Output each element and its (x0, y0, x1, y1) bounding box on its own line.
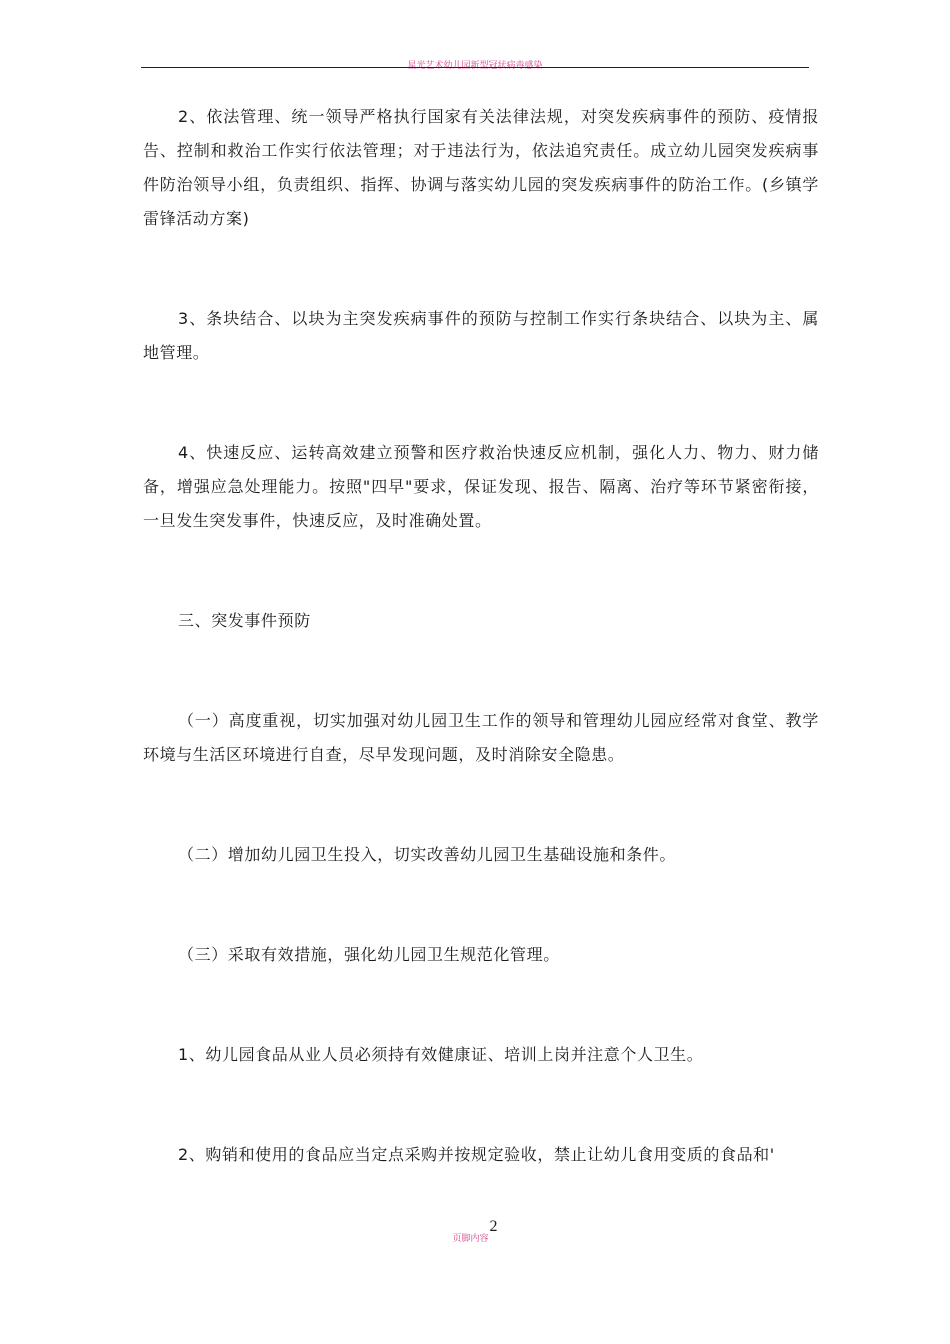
header-rule (141, 67, 809, 68)
paragraph-block-combination: 3、条块结合、以块为主突发疾病事件的预防与控制工作实行条块结合、以块为主、属地管理。 (143, 309, 819, 362)
page-header-text: 星光艺术幼儿园新型冠状病毒感染 (407, 61, 543, 71)
page-number: 2 (489, 1218, 498, 1235)
paragraph-food-purchase: 2、购销和使用的食品应当定点采购并按规定验收，禁止让幼儿食用变质的食品和' (178, 1145, 775, 1164)
section-heading-prevention: 三、突发事件预防 (178, 611, 311, 630)
document-body (143, 100, 819, 1172)
paragraph-food-staff: 1、幼儿园食品从业人员必须持有效健康证、培训上岗并注意个人卫生。 (178, 1045, 704, 1064)
page-footer (0, 1218, 950, 1244)
paragraph-rule-of-law: 2、依法管理、统一领导严格执行国家有关法律法规，对突发疾病事件的预防、疫情报告、控制和救治工作实行依法管理；对于违法行为，依法追究责任。成立幼儿园突发疾病事件防治领导小组，负责组织、指挥、协调与落实幼儿园的突发疾病事件的防治工作。(乡镇学雷锋活动方案) (143, 107, 819, 228)
paragraph-item-three: （三）采取有效措施，强化幼儿园卫生规范化管理。 (178, 945, 560, 964)
paragraph-item-one: （一）高度重视，切实加强对幼儿园卫生工作的领导和管理幼儿园应经常对食堂、教学环境与生活区环境进行自查，尽早发现问题，及时消除安全隐患。 (143, 711, 819, 764)
footer-label: 页脚内容 (452, 1234, 489, 1244)
paragraph-item-two: （二）增加幼儿园卫生投入，切实改善幼儿园卫生基础设施和条件。 (178, 845, 677, 864)
paragraph-rapid-response: 4、快速反应、运转高效建立预警和医疗救治快速反应机制，强化人力、物力、财力储备，增强应急处理能力。按照"四早"要求，保证发现、报告、隔离、治疗等环节紧密衔接，一旦发生突发事件，快速反应，及时准确处置。 (143, 443, 819, 530)
